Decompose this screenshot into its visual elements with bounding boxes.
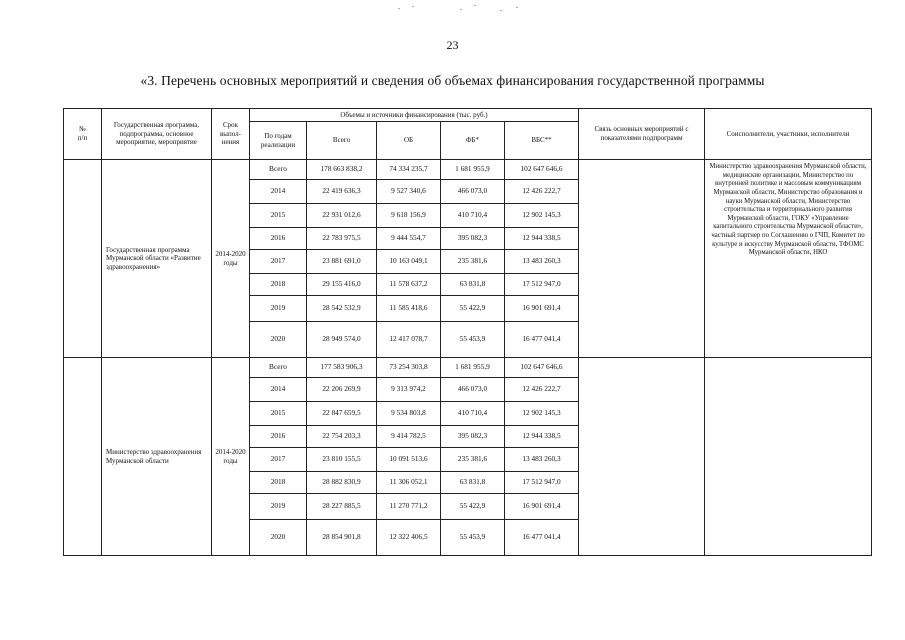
funding-table bbox=[63, 108, 872, 556]
program-name-cell: Министерство здравоохранения Мурманской области bbox=[102, 358, 212, 556]
header-ob: ОБ bbox=[377, 122, 441, 160]
vbs-cell: 17 512 947,0 bbox=[505, 274, 579, 296]
header-program: Государственная программа, подпрограмма, основное мероприятие, мероприятие bbox=[102, 109, 212, 160]
ob-cell: 9 313 974,2 bbox=[377, 378, 441, 402]
fb-cell: 55 422,9 bbox=[441, 494, 505, 520]
fb-cell: 395 082,3 bbox=[441, 228, 505, 250]
vbs-cell: 102 647 646,6 bbox=[505, 160, 579, 180]
header-period: Срок выпол-нения bbox=[212, 109, 250, 160]
total-cell: 22 754 203,3 bbox=[307, 426, 377, 448]
year-cell: 2018 bbox=[250, 274, 307, 296]
fb-cell: 55 453,9 bbox=[441, 520, 505, 556]
ob-cell: 11 306 052,1 bbox=[377, 472, 441, 494]
executors-cell bbox=[705, 358, 872, 556]
ob-cell: 12 417 078,7 bbox=[377, 322, 441, 358]
vbs-cell: 17 512 947,0 bbox=[505, 472, 579, 494]
total-cell: 22 783 975,5 bbox=[307, 228, 377, 250]
header-executors: Соисполнители, участники, исполнители bbox=[705, 109, 872, 160]
total-cell: 29 155 416,0 bbox=[307, 274, 377, 296]
ob-cell: 11 585 418,6 bbox=[377, 296, 441, 322]
vbs-cell: 102 647 646,6 bbox=[505, 358, 579, 378]
year-cell: 2020 bbox=[250, 520, 307, 556]
vbs-cell: 16 477 041,4 bbox=[505, 322, 579, 358]
fb-cell: 235 381,6 bbox=[441, 250, 505, 274]
program-name-cell: Государственная программа Мурманской области «Развитие здравоохранения» bbox=[102, 160, 212, 358]
header-link: Связь основных мероприятий с показателями подпрограмм bbox=[579, 109, 705, 160]
header-years: По годам реализации bbox=[250, 122, 307, 160]
fb-cell: 410 710,4 bbox=[441, 204, 505, 228]
fb-cell: 395 082,3 bbox=[441, 426, 505, 448]
ob-cell: 11 270 771,2 bbox=[377, 494, 441, 520]
link-cell bbox=[579, 160, 705, 358]
fb-cell: 63 831,8 bbox=[441, 274, 505, 296]
scan-noise bbox=[390, 2, 540, 14]
ob-cell: 12 322 406,5 bbox=[377, 520, 441, 556]
total-cell: 23 881 691,0 bbox=[307, 250, 377, 274]
year-cell: 2020 bbox=[250, 322, 307, 358]
year-cell: 2018 bbox=[250, 472, 307, 494]
fb-cell: 410 710,4 bbox=[441, 402, 505, 426]
vbs-cell: 12 944 338,5 bbox=[505, 228, 579, 250]
fb-cell: 466 073,0 bbox=[441, 378, 505, 402]
document-title: «3. Перечень основных мероприятий и сведения об объемах финансирования государственной программы bbox=[140, 73, 765, 88]
year-cell: 2017 bbox=[250, 250, 307, 274]
ob-cell: 9 618 156,9 bbox=[377, 204, 441, 228]
total-cell: 28 227 885,5 bbox=[307, 494, 377, 520]
ob-cell: 9 534 803,8 bbox=[377, 402, 441, 426]
year-cell: Всего bbox=[250, 358, 307, 378]
total-cell: 178 663 838,2 bbox=[307, 160, 377, 180]
year-cell: Всего bbox=[250, 160, 307, 180]
ob-cell: 9 527 340,6 bbox=[377, 180, 441, 204]
row-number-cell bbox=[64, 358, 102, 556]
vbs-cell: 13 483 260,3 bbox=[505, 448, 579, 472]
table-row bbox=[64, 358, 872, 378]
year-cell: 2015 bbox=[250, 402, 307, 426]
total-cell: 28 542 532,9 bbox=[307, 296, 377, 322]
header-number: № п/п bbox=[64, 109, 102, 160]
year-cell: 2019 bbox=[250, 494, 307, 520]
vbs-cell: 12 902 145,3 bbox=[505, 204, 579, 228]
ob-cell: 11 578 637,2 bbox=[377, 274, 441, 296]
header-fb: ФБ* bbox=[441, 122, 505, 160]
total-cell: 22 931 012,6 bbox=[307, 204, 377, 228]
fb-cell: 55 453,9 bbox=[441, 322, 505, 358]
total-cell: 22 419 636,3 bbox=[307, 180, 377, 204]
fb-cell: 466 073,0 bbox=[441, 180, 505, 204]
vbs-cell: 16 901 691,4 bbox=[505, 296, 579, 322]
vbs-cell: 13 483 260,3 bbox=[505, 250, 579, 274]
vbs-cell: 16 901 691,4 bbox=[505, 494, 579, 520]
total-cell: 23 810 155,5 bbox=[307, 448, 377, 472]
page-number: 23 bbox=[446, 38, 459, 52]
fb-cell: 1 681 955,9 bbox=[441, 160, 505, 180]
year-cell: 2017 bbox=[250, 448, 307, 472]
ob-cell: 9 444 554,7 bbox=[377, 228, 441, 250]
period-cell: 2014-2020 годы bbox=[212, 358, 250, 556]
year-cell: 2019 bbox=[250, 296, 307, 322]
total-cell: 22 847 659,5 bbox=[307, 402, 377, 426]
year-cell: 2014 bbox=[250, 378, 307, 402]
fb-cell: 55 422,9 bbox=[441, 296, 505, 322]
total-cell: 22 206 269,9 bbox=[307, 378, 377, 402]
executors-cell: Министерство здравоохранения Мурманской области, медицинские организации, Министерство по внутренней политике и массовым коммуникациям Мурманской области, Министерство образования и науки Мурманской области, Министерство строительства и территориального развития Мурманской области, ГОКУ «Управление капитального строительства Мурманской области», частный партнер по Соглашению о ГЧП, Комитет по культуре и искусству Мурманской области, ТФОМС Мурманской области, НКО bbox=[705, 160, 872, 358]
header-funding-group: Объемы и источники финансирования (тыс. руб.) bbox=[250, 109, 579, 122]
ob-cell: 74 334 235,7 bbox=[377, 160, 441, 180]
header-total: Всего bbox=[307, 122, 377, 160]
row-number-cell bbox=[64, 160, 102, 358]
ob-cell: 10 091 513,6 bbox=[377, 448, 441, 472]
year-cell: 2015 bbox=[250, 204, 307, 228]
fb-cell: 235 381,6 bbox=[441, 448, 505, 472]
year-cell: 2016 bbox=[250, 426, 307, 448]
ob-cell: 73 254 303,8 bbox=[377, 358, 441, 378]
table-row bbox=[64, 160, 872, 180]
header-vbs: ВБС** bbox=[505, 122, 579, 160]
total-cell: 28 882 830,9 bbox=[307, 472, 377, 494]
year-cell: 2014 bbox=[250, 180, 307, 204]
link-cell bbox=[579, 358, 705, 556]
ob-cell: 9 414 782,5 bbox=[377, 426, 441, 448]
year-cell: 2016 bbox=[250, 228, 307, 250]
fb-cell: 63 831,8 bbox=[441, 472, 505, 494]
vbs-cell: 12 426 222,7 bbox=[505, 378, 579, 402]
period-cell: 2014-2020 годы bbox=[212, 160, 250, 358]
total-cell: 177 583 906,3 bbox=[307, 358, 377, 378]
total-cell: 28 949 574,0 bbox=[307, 322, 377, 358]
fb-cell: 1 681 955,9 bbox=[441, 358, 505, 378]
vbs-cell: 12 426 222,7 bbox=[505, 180, 579, 204]
total-cell: 28 854 901,8 bbox=[307, 520, 377, 556]
vbs-cell: 12 902 145,3 bbox=[505, 402, 579, 426]
vbs-cell: 16 477 041,4 bbox=[505, 520, 579, 556]
ob-cell: 10 163 049,1 bbox=[377, 250, 441, 274]
vbs-cell: 12 944 338,5 bbox=[505, 426, 579, 448]
